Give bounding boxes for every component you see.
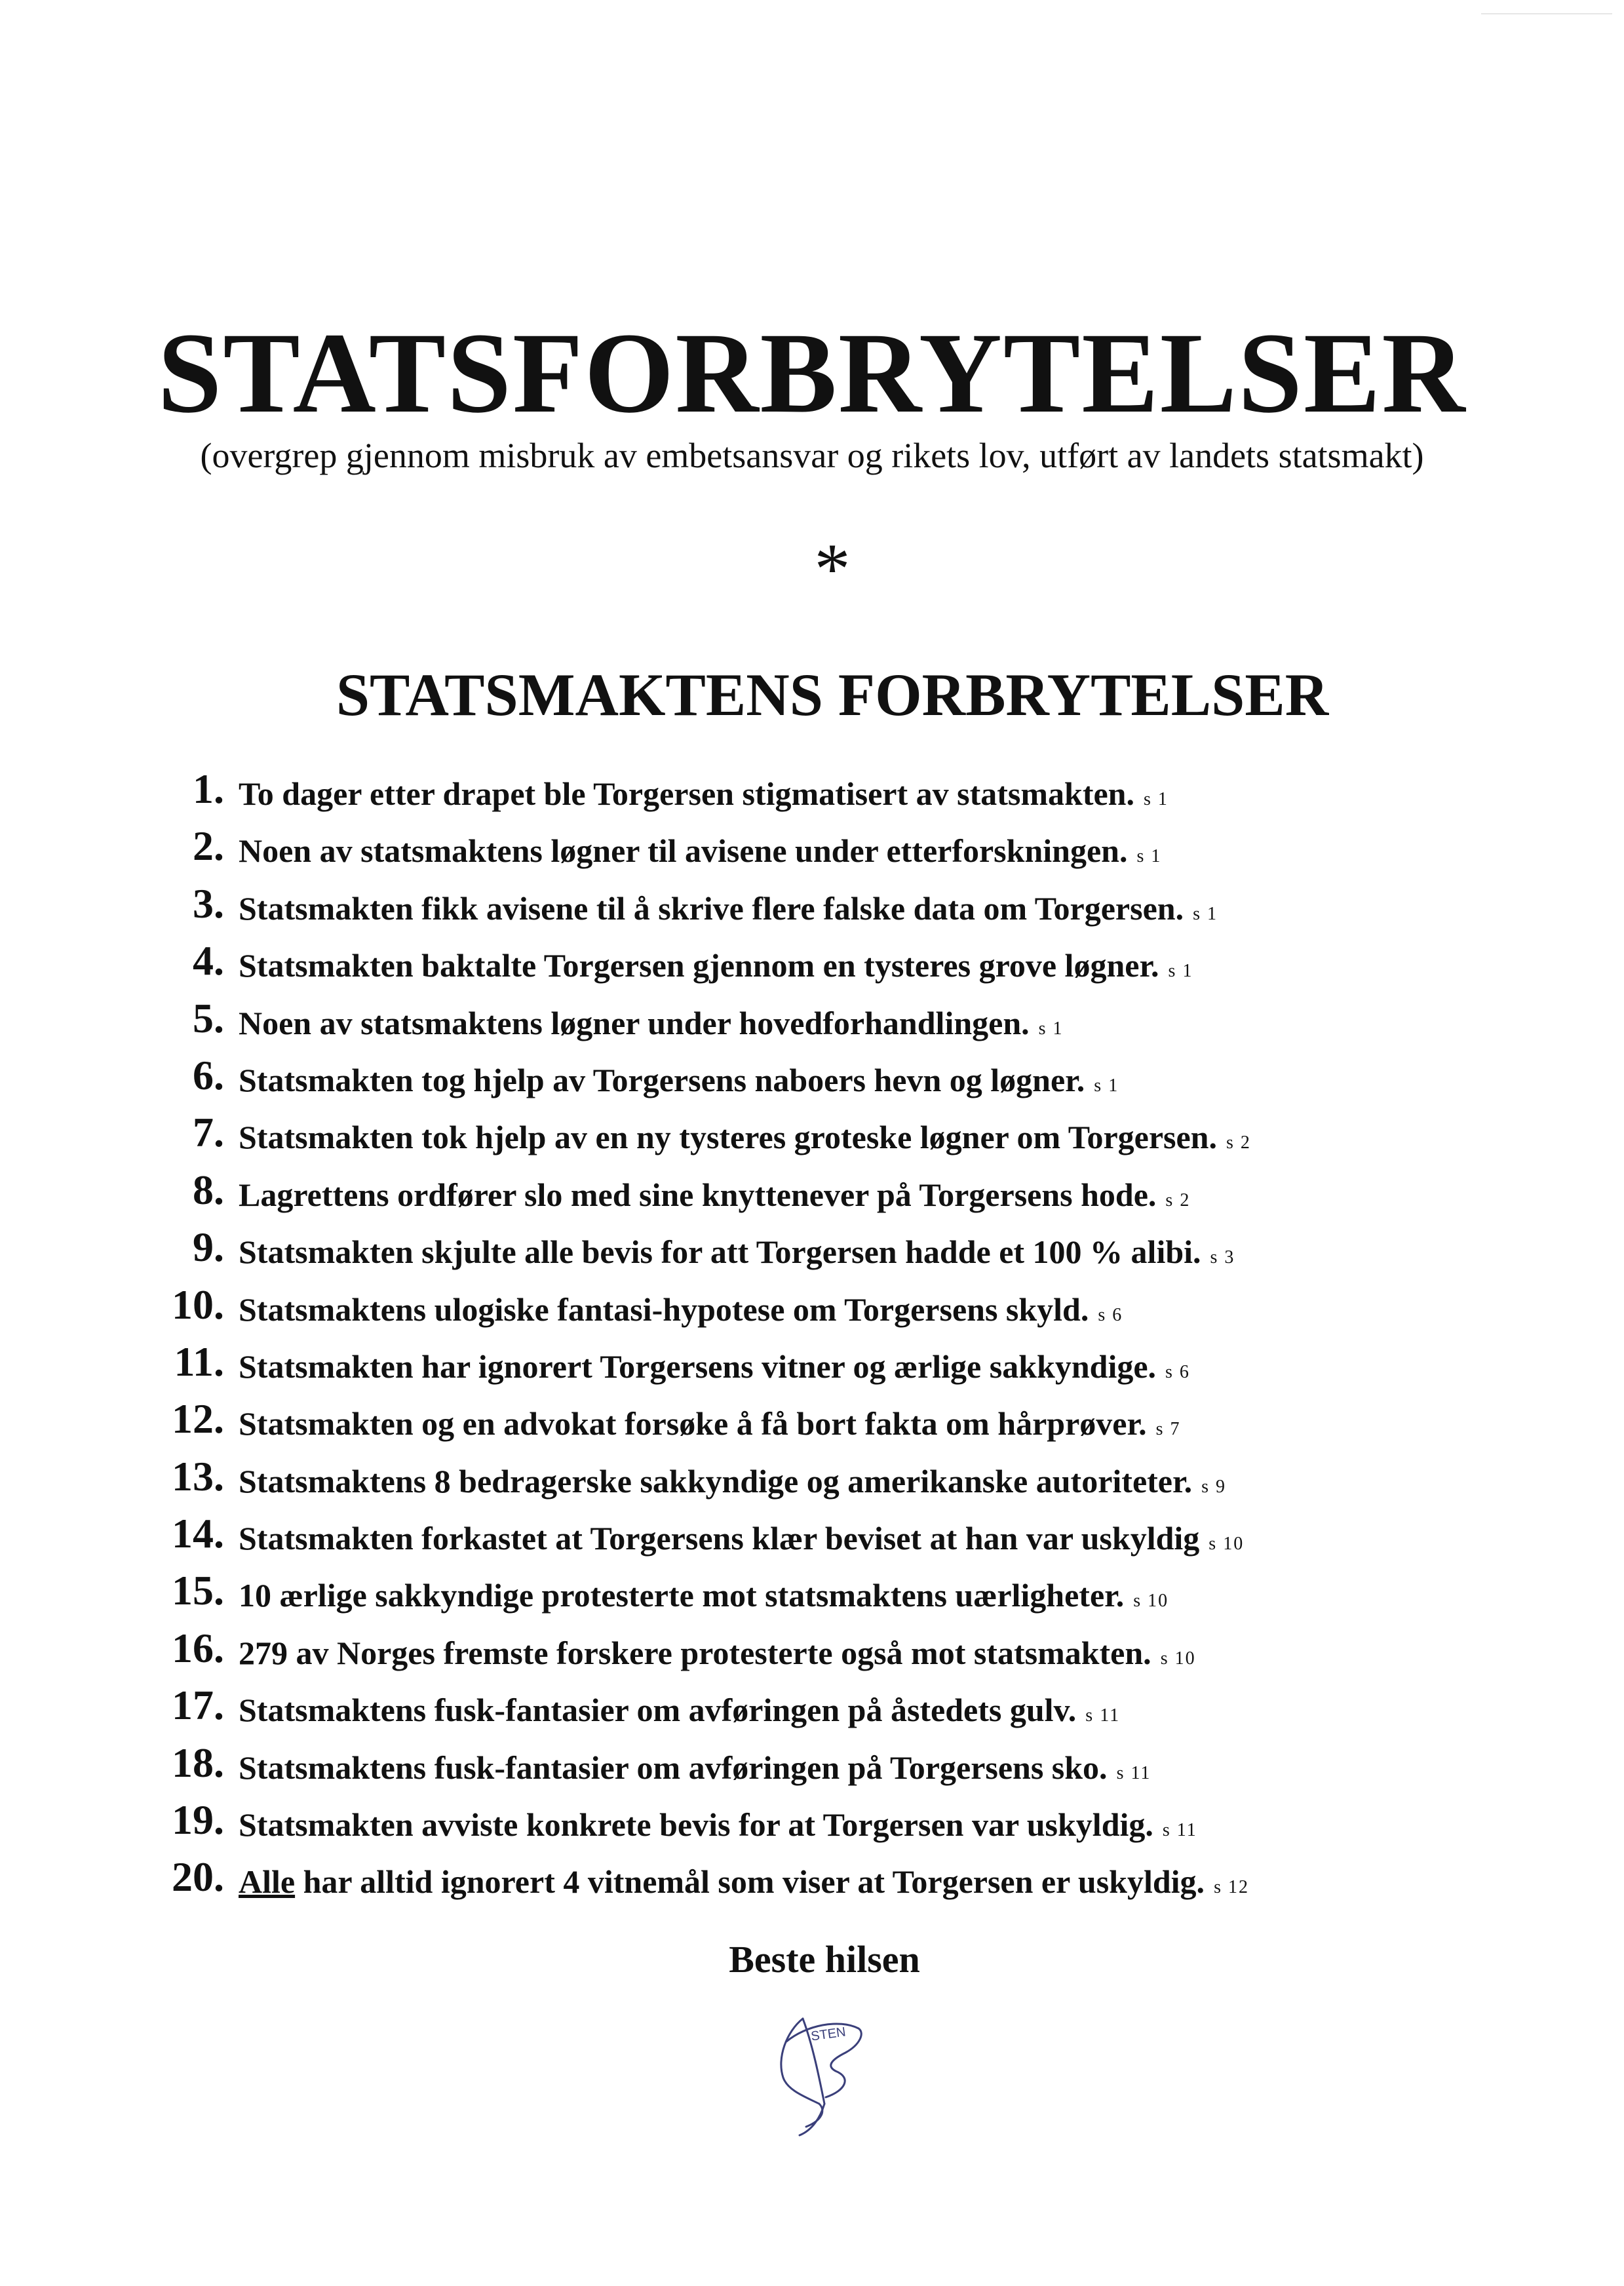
closing-greeting: Beste hilsen xyxy=(729,1938,920,1981)
crime-list xyxy=(0,765,1624,1911)
page-ref: s 10 xyxy=(1160,1648,1196,1669)
item-number: 2. xyxy=(193,823,224,870)
item-text: Statsmakten forkastet at Torgersens klær beviset at han var uskyldig s 10 xyxy=(239,1520,1245,1557)
page-ref: s 2 xyxy=(1165,1190,1191,1211)
list-item xyxy=(0,1853,1624,1910)
item-number: 11. xyxy=(174,1338,224,1385)
page-ref: s 1 xyxy=(1193,903,1218,924)
item-text: Statsmaktens 8 bedragerske sakkyndige og amerikanske autoriteter. s 9 xyxy=(239,1462,1226,1500)
list-item xyxy=(0,1052,1624,1109)
page-ref: s 6 xyxy=(1098,1304,1123,1325)
item-text: Statsmakten avviste konkrete bevis for at Torgersen var uskyldig. s 11 xyxy=(239,1806,1197,1844)
item-number: 10. xyxy=(172,1281,224,1328)
item-number: 18. xyxy=(172,1739,224,1786)
section-title: STATSMAKTENS FORBRYTELSER xyxy=(336,661,1329,728)
item-text: Statsmaktens ulogiske fantasi-hypotese om Torgersens skyld. s 6 xyxy=(239,1290,1123,1328)
item-text: Statsmakten fikk avisene til å skrive flere falske data om Torgersen. s 1 xyxy=(239,889,1218,927)
handwritten-signature xyxy=(747,2005,904,2137)
item-text: 10 ærlige sakkyndige protesterte mot statsmaktens uærligheter. s 10 xyxy=(239,1577,1169,1614)
page-ref: s 11 xyxy=(1162,1820,1197,1841)
item-text: 279 av Norges fremste forskere protesterte også mot statsmakten. s 10 xyxy=(239,1634,1196,1671)
page-ref: s 9 xyxy=(1201,1476,1226,1497)
item-text: Statsmakten baktalte Torgersen gjennom en tysteres grove løgner. s 1 xyxy=(239,947,1193,984)
item-text: Statsmakten og en advokat forsøke å få bort fakta om hårprøver. s 7 xyxy=(239,1405,1181,1443)
item-text: Statsmakten tog hjelp av Torgersens naboers hevn og løgner. s 1 xyxy=(239,1061,1119,1098)
list-item xyxy=(0,937,1624,994)
page-ref: s 11 xyxy=(1116,1762,1151,1783)
list-item xyxy=(0,1453,1624,1510)
page-ref: s 1 xyxy=(1136,846,1162,867)
item-number: 1. xyxy=(193,765,224,812)
item-number: 14. xyxy=(172,1510,224,1557)
item-number: 19. xyxy=(172,1796,224,1844)
list-item xyxy=(0,995,1624,1052)
item-number: 6. xyxy=(193,1051,224,1098)
item-text: Statsmakten har ignorert Torgersens vitner og ærlige sakkyndige. s 6 xyxy=(239,1347,1190,1385)
list-item xyxy=(0,1224,1624,1281)
list-item xyxy=(0,1796,1624,1853)
page-ref: s 6 xyxy=(1165,1361,1190,1382)
page-ref: s 1 xyxy=(1038,1018,1064,1039)
page-ref: s 1 xyxy=(1143,789,1169,809)
list-item xyxy=(0,1109,1624,1166)
item-number: 9. xyxy=(193,1224,224,1271)
item-text: Statsmaktens fusk-fantasier om avføringen på Torgersens sko. s 11 xyxy=(239,1749,1151,1786)
list-item xyxy=(0,765,1624,823)
page-ref: s 1 xyxy=(1094,1075,1119,1096)
item-number: 4. xyxy=(193,937,224,984)
item-text: Lagrettens ordfører slo med sine knyttenever på Torgersens hode. s 2 xyxy=(239,1176,1191,1213)
list-item xyxy=(0,880,1624,937)
list-item xyxy=(0,1281,1624,1338)
page-ref: s 1 xyxy=(1168,961,1193,982)
page-ref: s 11 xyxy=(1085,1705,1121,1726)
list-item xyxy=(0,1739,1624,1796)
item-text: Statsmakten tok hjelp av en ny tysteres groteske løgner om Torgersen. s 2 xyxy=(239,1119,1251,1156)
underlined-word: Alle xyxy=(239,1863,296,1901)
page-ref: s 12 xyxy=(1214,1877,1249,1898)
list-item xyxy=(0,823,1624,880)
item-number: 5. xyxy=(193,994,224,1041)
list-item xyxy=(0,1682,1624,1739)
main-title: STATSFORBRYTELSER xyxy=(157,309,1467,437)
item-text: To dager etter drapet ble Torgersen stigmatisert av statsmakten. s 1 xyxy=(239,775,1169,812)
item-number: 17. xyxy=(172,1682,224,1729)
list-item xyxy=(0,1338,1624,1395)
item-number: 16. xyxy=(172,1624,224,1671)
item-number: 13. xyxy=(172,1452,224,1500)
signature-text: STEN xyxy=(810,2024,847,2044)
page-ref: s 10 xyxy=(1208,1534,1245,1555)
asterisk-separator: * xyxy=(814,529,851,609)
item-text: Noen av statsmaktens løgner til avisene under etterforskningen. s 1 xyxy=(239,832,1162,870)
page-ref: s 7 xyxy=(1155,1419,1181,1440)
list-item xyxy=(0,1567,1624,1624)
list-item xyxy=(0,1167,1624,1224)
item-number: 20. xyxy=(172,1853,224,1901)
list-item xyxy=(0,1395,1624,1452)
page-ref: s 3 xyxy=(1210,1247,1235,1268)
subtitle: (overgrep gjennom misbruk av embetsansvar og rikets lov, utført av landets statsmakt) xyxy=(200,436,1424,475)
item-number: 15. xyxy=(172,1567,224,1614)
item-text: Alle har alltid ignorert 4 vitnemål som viser at Torgersen er uskyldig. s 12 xyxy=(239,1863,1249,1901)
item-number: 8. xyxy=(193,1166,224,1213)
list-item xyxy=(0,1625,1624,1682)
item-text: Noen av statsmaktens løgner under hovedforhandlingen. s 1 xyxy=(239,1004,1064,1041)
item-text: Statsmakten skjulte alle bevis for att Torgersen hadde et 100 % alibi. s 3 xyxy=(239,1233,1235,1271)
item-number: 7. xyxy=(193,1109,224,1156)
list-item xyxy=(0,1510,1624,1567)
page-ref: s 2 xyxy=(1226,1133,1251,1153)
scan-edge-line xyxy=(1481,13,1612,14)
item-number: 3. xyxy=(193,880,224,927)
page-ref: s 10 xyxy=(1133,1591,1169,1612)
item-number: 12. xyxy=(172,1395,224,1443)
item-text: Statsmaktens fusk-fantasier om avføringen på åstedets gulv. s 11 xyxy=(239,1692,1121,1729)
